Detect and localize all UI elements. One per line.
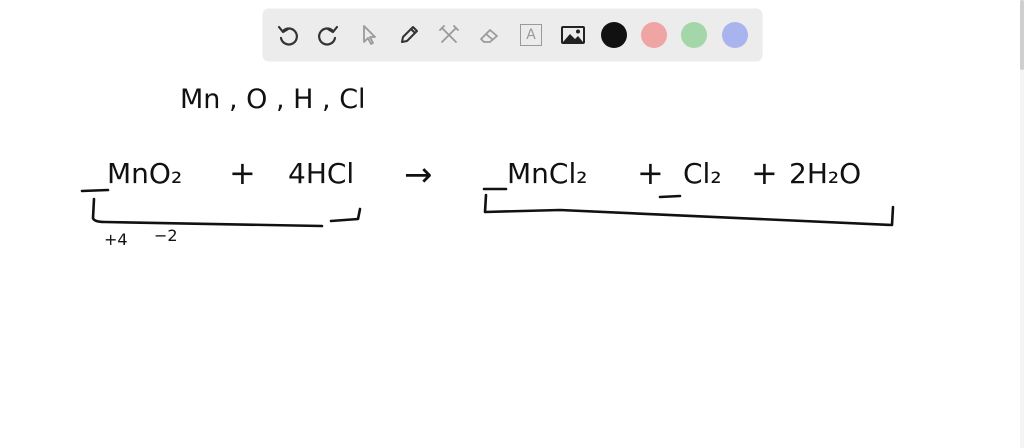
blank-line-mno2 <box>82 190 108 191</box>
image-tool-button[interactable] <box>560 22 586 48</box>
text-tool-button[interactable] <box>518 22 544 48</box>
redo-icon <box>315 22 341 48</box>
drawing-toolbar <box>263 9 762 61</box>
plus-sign-3: + <box>751 154 778 192</box>
pen-tool-button[interactable] <box>396 22 422 48</box>
blank-line-cl2 <box>660 196 680 197</box>
text-box-icon: A <box>520 24 542 46</box>
oxidation-state-o: −2 <box>154 226 178 245</box>
color-swatch-green[interactable] <box>681 22 707 48</box>
color-swatch-black[interactable] <box>601 22 627 48</box>
tools-button[interactable] <box>436 22 462 48</box>
elements-list: Mn , O , H , Cl <box>180 84 366 115</box>
plus-sign-2: + <box>637 154 664 192</box>
product-h2o: 2H₂O <box>789 157 862 190</box>
product-mncl2: MnCl₂ <box>507 157 588 190</box>
reactant-bracket-tail <box>331 209 360 221</box>
reactant-mno2: MnO₂ <box>107 157 183 190</box>
oxidation-state-mn: +4 <box>104 230 128 249</box>
select-tool-button[interactable] <box>356 22 382 48</box>
pen-icon <box>396 22 422 48</box>
select-pointer-icon <box>356 22 382 48</box>
scrollbar-thumb[interactable] <box>1020 0 1024 70</box>
plus-sign-1: + <box>229 154 256 192</box>
color-swatch-blue[interactable] <box>722 22 748 48</box>
eraser-icon <box>476 22 502 48</box>
reactant-hcl: 4HCl <box>288 157 355 190</box>
color-swatch-pink[interactable] <box>641 22 667 48</box>
redo-button[interactable] <box>315 22 341 48</box>
reaction-arrow: → <box>404 155 433 195</box>
image-icon <box>560 22 586 48</box>
product-cl2: Cl₂ <box>683 157 722 190</box>
undo-icon <box>275 22 301 48</box>
product-bracket <box>485 195 893 225</box>
reactant-bracket <box>93 199 322 226</box>
vertical-scrollbar[interactable] <box>1020 0 1024 448</box>
eraser-tool-button[interactable] <box>476 22 502 48</box>
tools-icon <box>436 22 462 48</box>
undo-button[interactable] <box>275 22 301 48</box>
